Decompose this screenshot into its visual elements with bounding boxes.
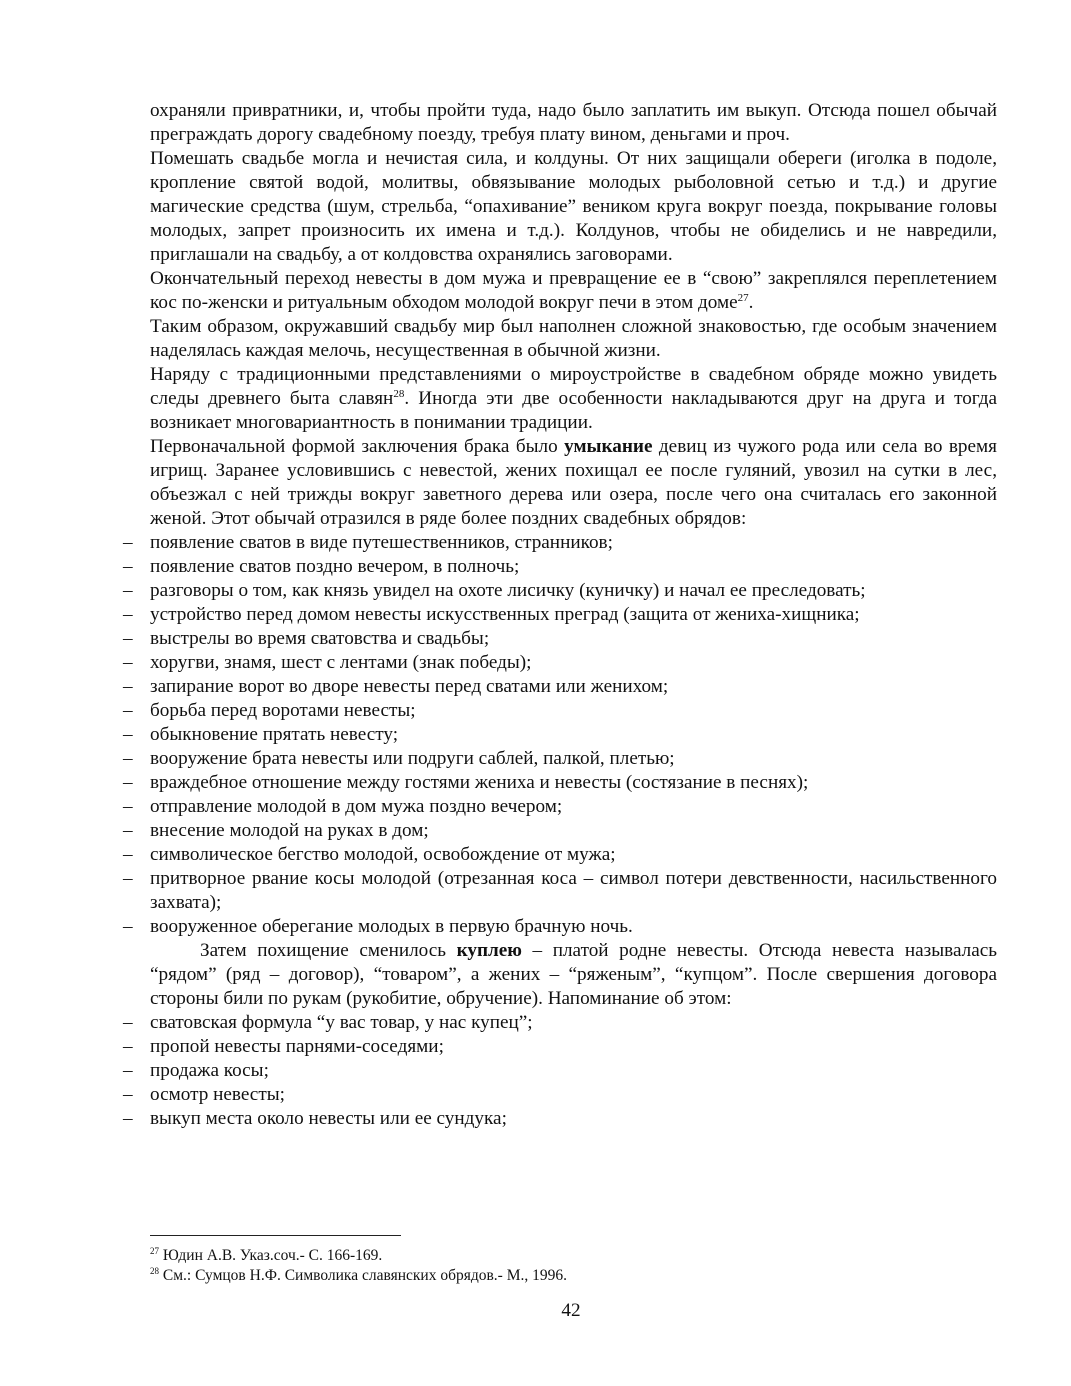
list-item-text: продажа косы;	[150, 1060, 269, 1081]
paragraph-abduction	[150, 435, 997, 531]
list-item-text: притворное рвание косы молодой (отрезанная коса – символ потери девственности, насильственного захвата);	[150, 868, 997, 913]
paragraph-tail: .	[748, 292, 754, 313]
footnote-number: 28	[150, 1266, 159, 1276]
dash-bullet: –	[123, 748, 133, 769]
list-item	[123, 1083, 997, 1107]
bold-term-kupleyu: куплею	[456, 940, 522, 961]
footnote-number: 27	[150, 1246, 159, 1256]
dash-bullet: –	[123, 532, 133, 553]
list-item	[123, 555, 997, 579]
dash-bullet: –	[123, 868, 133, 889]
dash-bullet: –	[123, 1108, 133, 1129]
footnote-text: См.: Сумцов Н.Ф. Символика славянских обрядов.- М., 1996.	[162, 1267, 567, 1284]
list-item-text: появление сватов поздно вечером, в полночь;	[150, 556, 520, 577]
dash-bullet: –	[123, 724, 133, 745]
list-item	[123, 531, 997, 555]
paragraph-symbolism: Таким образом, окружавший свадьбу мир был наполнен сложной знаковостью, где особым значением наделялась каждая мелочь, несущественная в обычной жизни.	[150, 316, 997, 361]
list-item	[123, 1107, 997, 1131]
footnote-separator	[150, 1235, 401, 1236]
dash-bullet: –	[123, 1036, 133, 1057]
list-item-text: устройство перед домом невесты искусственных преград (защита от жениха-хищника;	[150, 604, 860, 625]
paragraph-evil-forces: Помешать свадьбе могла и нечистая сила, и колдуны. От них защищали обереги (иголка в подоле, кропление святой водой, молитвы, обвязывание молодых рыболовной сетью и т.д.) и другие магические средства (шум, стрельба, “опахивание” веником круга вокруг поезда, покрывание головы молодых, запрет произносить их имена и т.д.). Колдунов, чтобы не обиделись и не навредили, приглашали на свадьбу, а от колдовства охранялись заговорами.	[150, 148, 997, 265]
footnote-ref-28[interactable]: 28	[393, 388, 405, 400]
list-item	[123, 699, 997, 723]
dash-bullet: –	[123, 1012, 133, 1033]
list-item-text: вооружение брата невесты или подруги саблей, палкой, плетью;	[150, 748, 675, 769]
list-item-text: пропой невесты парнями-соседями;	[150, 1036, 444, 1057]
paragraph-text: девиц из чужого рода или села во время игрищ. Заранее условившись с невестой, жених похищал ее после гуляний, увозил на сутки в лес, объезжал с ней трижды вокруг заветного дерева или озера, после чего она считалась его законной женой. Этот обычай отразился в ряде более поздних свадебных обрядов:	[150, 436, 997, 529]
paragraph-text: Наряду с традиционными представлениями о мироустройстве в свадебном обряде можно увидеть следы древнего быта славян	[150, 364, 997, 409]
purchase-rites-list	[123, 1011, 997, 1131]
list-item	[123, 723, 997, 747]
footnote-ref-27[interactable]: 27	[737, 292, 749, 304]
list-item-text: враждебное отношение между гостями жениха и невесты (состязание в песнях);	[150, 772, 809, 793]
dash-bullet: –	[123, 1084, 133, 1105]
main-text	[123, 99, 997, 1131]
paragraph-ancient-life	[150, 363, 997, 435]
dash-bullet: –	[123, 844, 133, 865]
list-item	[123, 651, 997, 675]
paragraph-text: Затем похищение сменилось	[200, 940, 457, 961]
dash-bullet: –	[123, 796, 133, 817]
paragraph-text: – платой родне невесты. Отсюда невеста называлась “рядом” (ряд – договор), “товаром”, а жених – “ряженым”, “купцом”. После свершения договора стороны били по рукам (рукобитие, обручение). Напоминание об этом:	[150, 940, 997, 1009]
paragraph-purchase	[150, 939, 997, 1011]
dash-bullet: –	[123, 916, 133, 937]
bold-term-umykanie: умыкание	[564, 436, 653, 457]
list-item-text: вооруженное оберегание молодых в первую брачную ночь.	[150, 916, 633, 937]
list-item	[123, 915, 997, 939]
list-item-text: хоругви, знамя, шест с лентами (знак победы);	[150, 652, 532, 673]
list-item	[123, 603, 997, 627]
list-item-text: отправление молодой в дом мужа поздно вечером;	[150, 796, 563, 817]
list-item	[123, 1059, 997, 1083]
list-item	[123, 747, 997, 771]
list-item	[123, 795, 997, 819]
paragraph-text: Окончательный переход невесты в дом мужа и превращение ее в “свою” закреплялся переплетением кос по-женски и ритуальным обходом молодой вокруг печи в этом доме	[150, 268, 997, 313]
footnote-text: Юдин А.В. Указ.соч.- С. 166-169.	[162, 1247, 383, 1264]
page-number: 42	[561, 1300, 581, 1321]
dash-bullet: –	[123, 820, 133, 841]
list-item	[123, 867, 997, 915]
list-item	[123, 627, 997, 651]
dash-bullet: –	[123, 676, 133, 697]
list-item	[123, 771, 997, 795]
paragraph-text: . Иногда эти две особенности накладываются друг на друга и тогда возникает многовариантность в понимании традиции.	[150, 388, 997, 433]
list-item-text: обыкновение прятать невесту;	[150, 724, 399, 745]
dash-bullet: –	[123, 772, 133, 793]
list-item-text: сватовская формула “у вас товар, у нас купец”;	[150, 1012, 533, 1033]
paragraph-text: Первоначальной формой заключения брака было	[150, 436, 565, 457]
dash-bullet: –	[123, 604, 133, 625]
list-item-text: выкуп места около невесты или ее сундука;	[150, 1108, 507, 1129]
list-item	[123, 1035, 997, 1059]
dash-bullet: –	[123, 652, 133, 673]
dash-bullet: –	[123, 1060, 133, 1081]
list-item	[123, 579, 997, 603]
list-item-text: осмотр невесты;	[150, 1084, 285, 1105]
paragraph-final-transition	[150, 267, 997, 315]
abduction-rites-list	[123, 531, 997, 939]
list-item-text: появление сватов в виде путешественников, странников;	[150, 532, 613, 553]
footnotes	[150, 1246, 997, 1286]
list-item-text: символическое бегство молодой, освобождение от мужа;	[150, 844, 616, 865]
list-item-text: внесение молодой на руках в дом;	[150, 820, 429, 841]
dash-bullet: –	[123, 556, 133, 577]
dash-bullet: –	[123, 700, 133, 721]
footnote-27	[150, 1246, 997, 1266]
list-item	[123, 843, 997, 867]
list-item	[123, 819, 997, 843]
footnote-28	[150, 1266, 997, 1286]
list-item-text: разговоры о том, как князь увидел на охоте лисичку (куничку) и начал ее преследовать;	[150, 580, 866, 601]
list-item	[123, 1011, 997, 1035]
list-item-text: выстрелы во время сватовства и свадьбы;	[150, 628, 490, 649]
paragraph-gatekeepers: охраняли привратники, и, чтобы пройти туда, надо было заплатить им выкуп. Отсюда пошел обычай преграждать дорогу свадебному поезду, требуя плату вином, деньгами и проч.	[150, 100, 997, 145]
dash-bullet: –	[123, 580, 133, 601]
list-item	[123, 675, 997, 699]
list-item-text: борьба перед воротами невесты;	[150, 700, 416, 721]
list-item-text: запирание ворот во дворе невесты перед сватами или женихом;	[150, 676, 669, 697]
dash-bullet: –	[123, 628, 133, 649]
